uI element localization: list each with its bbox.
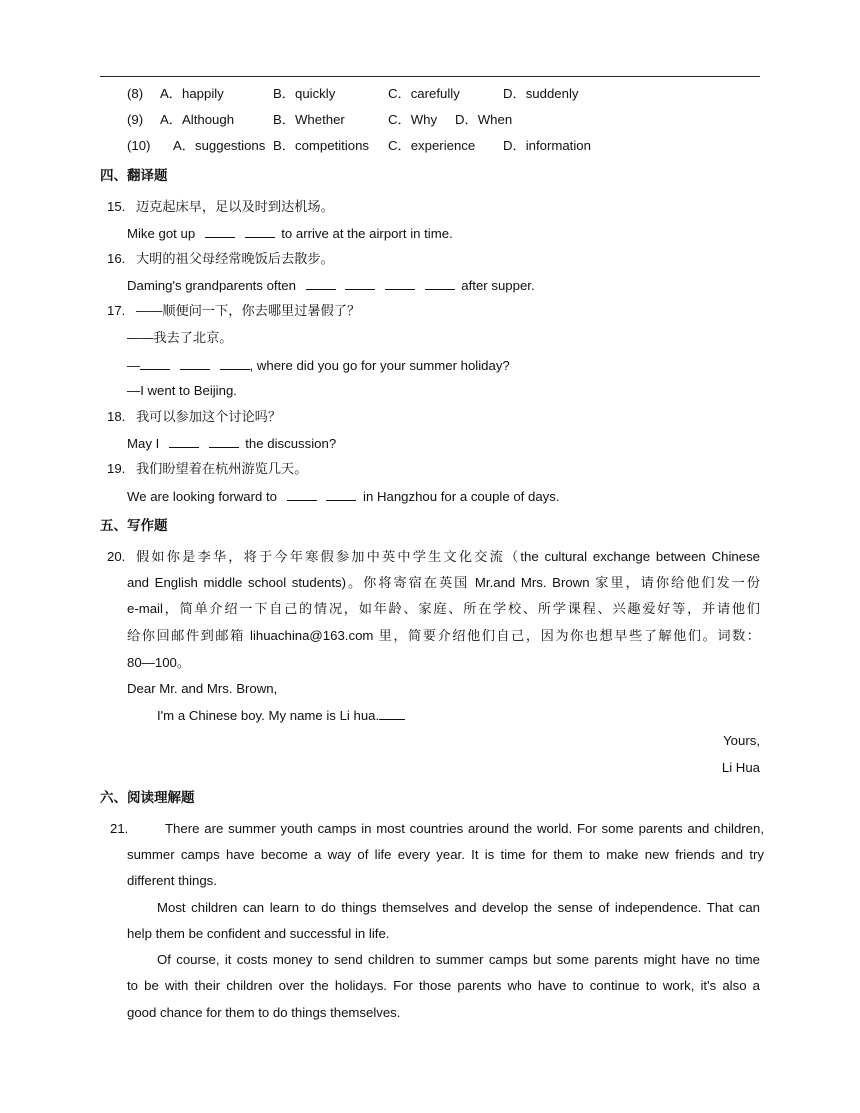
answer-blank[interactable] bbox=[306, 277, 336, 290]
passage-line: There are summer youth camps in most countries around the world. For some parents and children, bbox=[165, 821, 764, 836]
answer-blank[interactable] bbox=[209, 435, 239, 448]
english-text: the discussion? bbox=[245, 436, 337, 451]
answer-blank[interactable] bbox=[180, 357, 210, 370]
passage-line: good chance for them to do things themselves. bbox=[127, 1005, 401, 1020]
option-a: A．happily bbox=[160, 86, 224, 101]
prompt-line: e-mail，简单介绍一下自己的情况，如年龄、家庭、所在学校、所学课程、兴趣爱好等，并请他们 bbox=[127, 601, 760, 616]
option-number: (9) bbox=[127, 112, 144, 127]
answer-blank[interactable] bbox=[425, 277, 455, 290]
option-row-9 bbox=[127, 112, 767, 128]
section-heading-reading: 六、阅读理解题 bbox=[100, 790, 195, 805]
answer-blank[interactable] bbox=[326, 488, 356, 501]
option-c: C．Why bbox=[388, 112, 438, 127]
question-number: 19. bbox=[107, 461, 126, 476]
english-text: in Hangzhou for a couple of days. bbox=[363, 489, 560, 504]
question-number: 16. bbox=[107, 251, 126, 266]
option-row-10 bbox=[127, 138, 767, 154]
passage-line: help them be confident and successful in life. bbox=[127, 926, 390, 941]
english-text: after supper. bbox=[461, 278, 535, 293]
option-row-8 bbox=[127, 86, 767, 102]
question-english bbox=[127, 488, 560, 505]
question-number: 18. bbox=[107, 409, 126, 424]
option-b: B．Whether bbox=[273, 112, 345, 127]
question-english bbox=[127, 357, 510, 374]
option-c: C．carefully bbox=[388, 86, 460, 101]
question-english bbox=[127, 435, 336, 452]
question-english bbox=[127, 225, 453, 242]
question-chinese: ——我去了北京。 bbox=[127, 330, 233, 345]
prompt-line: and English middle school students)。你将寄宿在英国 Mr.and Mrs. Brown 家里，请你给他们发一份 bbox=[127, 575, 760, 590]
letter-greeting: Dear Mr. and Mrs. Brown, bbox=[127, 681, 278, 696]
answer-blank[interactable] bbox=[220, 357, 250, 370]
prompt-line: 80—100。 bbox=[127, 655, 191, 670]
option-d: D．When bbox=[455, 112, 513, 127]
answer-blank[interactable] bbox=[287, 488, 317, 501]
english-text: Daming's grandparents often bbox=[127, 278, 296, 293]
passage-line: to be with their children over the holidays. For those parents who have to continue to work, it's also a bbox=[127, 978, 760, 993]
english-text: We are looking forward to bbox=[127, 489, 278, 504]
english-text: , where did you go for your summer holiday? bbox=[249, 358, 510, 373]
question-number: 17. bbox=[107, 303, 126, 318]
question-number: 21. bbox=[110, 821, 129, 836]
answer-blank[interactable] bbox=[169, 435, 199, 448]
option-d: D．information bbox=[503, 138, 591, 153]
question-chinese: ——顺便问一下，你去哪里过暑假了？ bbox=[136, 303, 361, 318]
question-chinese: 迈克起床早，足以及时到达机场。 bbox=[136, 199, 334, 214]
answer-blank[interactable] bbox=[379, 707, 405, 720]
intro-text: I'm a Chinese boy. My name is Li hua. bbox=[157, 708, 380, 723]
english-text: — bbox=[127, 358, 141, 373]
answer-blank[interactable] bbox=[205, 225, 235, 238]
letter-closing: Yours, bbox=[723, 733, 760, 748]
option-number: (8) bbox=[127, 86, 144, 101]
question-english bbox=[127, 277, 535, 294]
passage-line: Most children can learn to do things themselves and develop the sense of independence. That can bbox=[157, 900, 760, 915]
question-chinese: 大明的祖父母经常晚饭后去散步。 bbox=[136, 251, 334, 266]
prompt-line: 假如你是李华，将于今年寒假参加中英中学生文化交流（the cultural exchange between Chinese bbox=[136, 549, 760, 564]
option-d: D．suddenly bbox=[503, 86, 579, 101]
passage-line: summer camps have become a way of life every year. It is time for them to make new friends and try bbox=[127, 847, 764, 862]
question-chinese: 我们盼望着在杭州游览几天。 bbox=[136, 461, 308, 476]
answer-blank[interactable] bbox=[245, 225, 275, 238]
passage-line: different things. bbox=[127, 873, 217, 888]
section-heading-translation: 四、翻译题 bbox=[100, 168, 168, 183]
header-rule bbox=[100, 76, 760, 77]
option-b: B．competitions bbox=[273, 138, 370, 153]
option-a: A．Although bbox=[160, 112, 235, 127]
question-chinese: 我可以参加这个讨论吗？ bbox=[136, 409, 282, 424]
section-heading-writing: 五、写作题 bbox=[100, 518, 168, 533]
answer-blank[interactable] bbox=[345, 277, 375, 290]
question-number: 20. bbox=[107, 549, 126, 564]
option-c: C．experience bbox=[388, 138, 476, 153]
option-number: (10) bbox=[127, 138, 151, 153]
english-text: Mike got up bbox=[127, 226, 196, 241]
question-english: —I went to Beijing. bbox=[127, 383, 237, 398]
option-a: A．suggestions bbox=[173, 138, 266, 153]
prompt-line: 给你回邮件到邮箱 lihuachina@163.com 里，简要介绍他们自己，因为你也想早些了解他们。词数： bbox=[127, 628, 760, 643]
letter-intro bbox=[157, 707, 408, 724]
question-number: 15. bbox=[107, 199, 126, 214]
letter-signature: Li Hua bbox=[721, 760, 760, 775]
passage-line: Of course, it costs money to send children to summer camps but some parents might have no time bbox=[157, 952, 760, 967]
english-text: to arrive at the airport in time. bbox=[281, 226, 453, 241]
option-b: B．quickly bbox=[273, 86, 336, 101]
english-text: May I bbox=[127, 436, 160, 451]
answer-blank[interactable] bbox=[385, 277, 415, 290]
answer-blank[interactable] bbox=[140, 357, 170, 370]
